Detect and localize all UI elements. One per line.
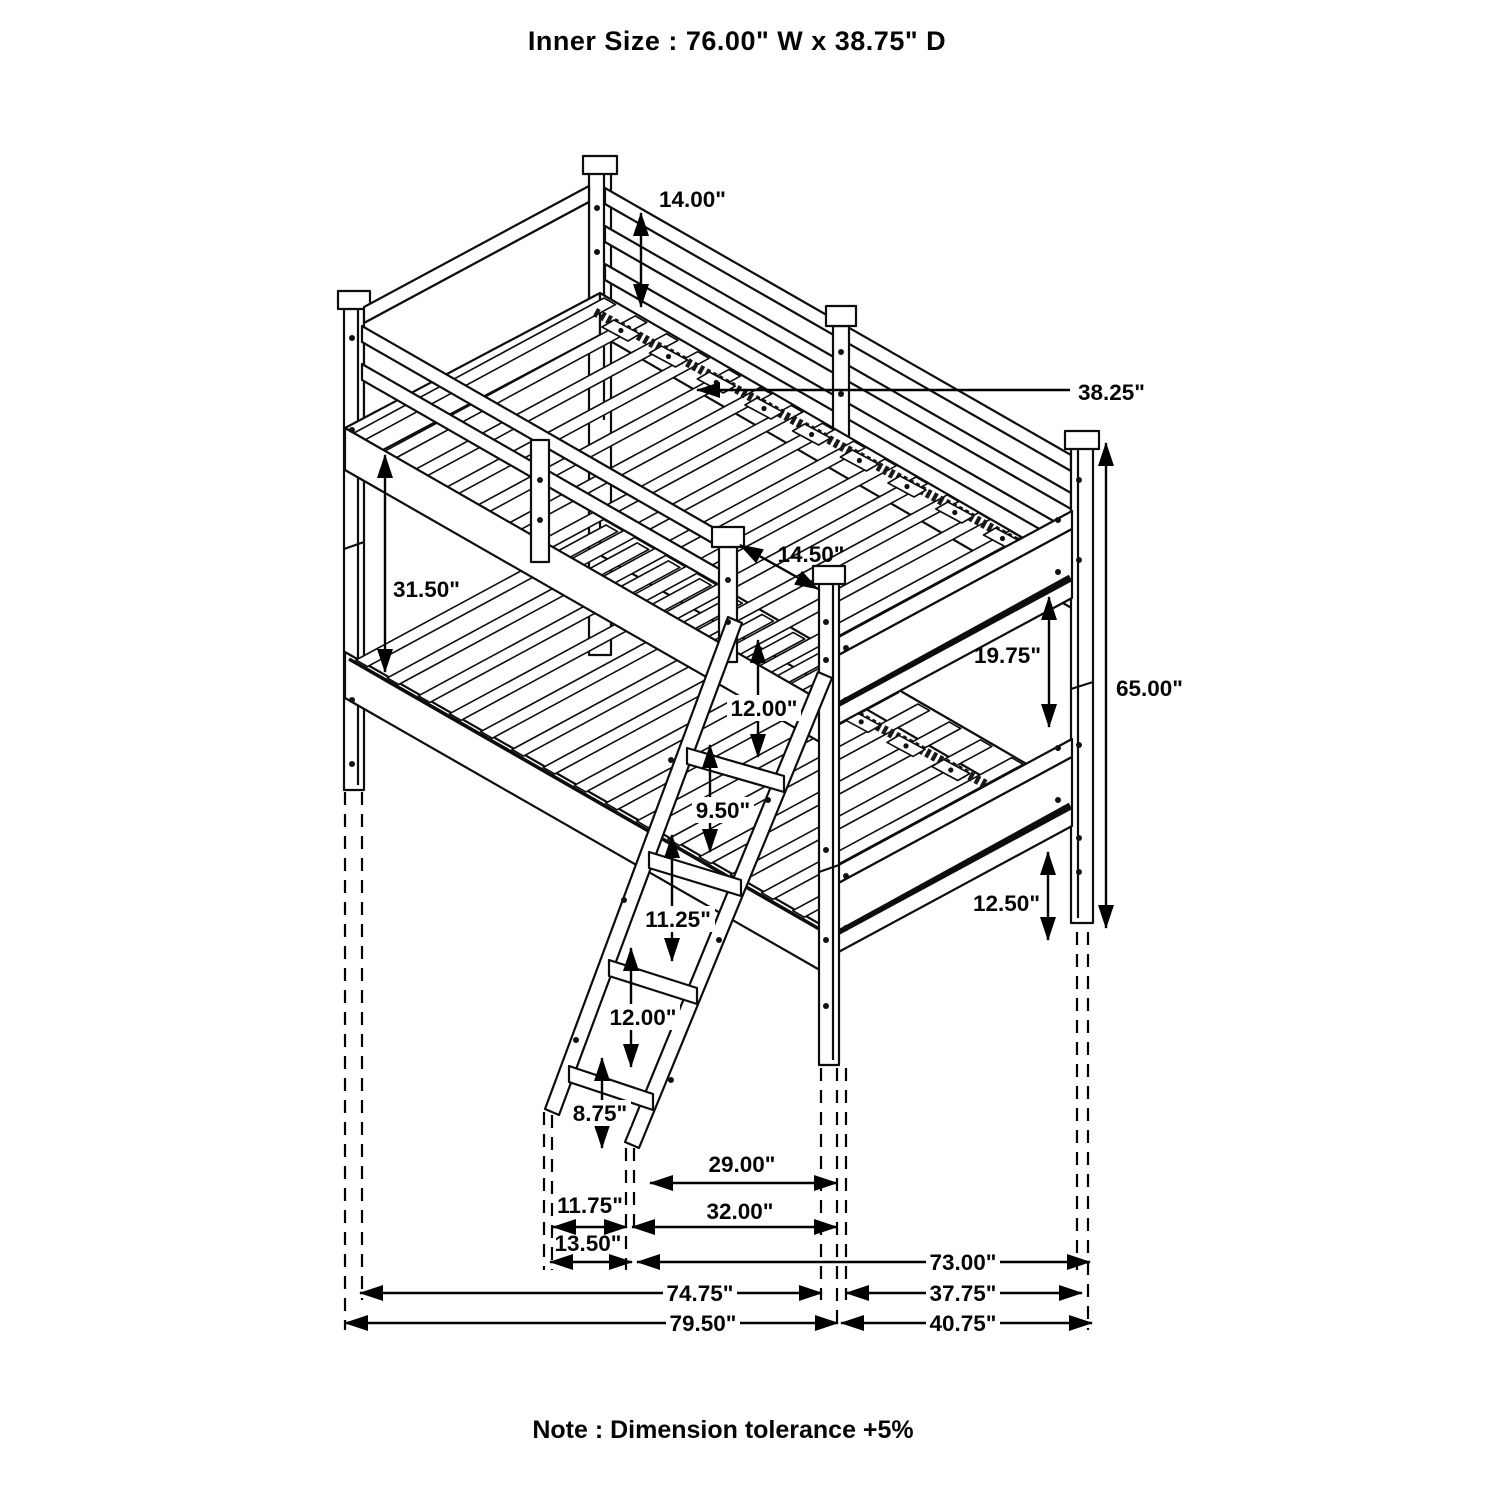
dim-label-ladder-step-4: 12.00" xyxy=(609,1005,677,1030)
dim-label-ladder-foot-to-leg: 29.00" xyxy=(708,1152,776,1177)
dim-label-ladder-span: 32.00" xyxy=(706,1199,774,1224)
dim-label-bunk-spacing: 31.50" xyxy=(393,577,460,602)
foot-rear-post xyxy=(1065,431,1099,923)
tolerance-note: Note : Dimension tolerance +5% xyxy=(532,1416,914,1444)
dim-label-ladder-step-3: 11.25" xyxy=(645,907,711,932)
dim-label-ladder-offset: 13.50" xyxy=(554,1231,622,1256)
dim-label-ladder-step-1: 12.00" xyxy=(730,696,798,721)
dim-label-guardrail-height: 14.00" xyxy=(659,187,726,212)
dim-label-guardrail-opening: 14.50" xyxy=(777,542,845,567)
dim-label-ladder-step-2: 9.50" xyxy=(695,798,751,823)
dim-label-overall-length: 79.50" xyxy=(669,1311,737,1336)
dim-label-slat-depth: 38.25" xyxy=(1078,380,1145,405)
dim-label-end-width: 37.75" xyxy=(929,1281,997,1306)
dim-label-lower-bed-length: 73.00" xyxy=(929,1250,997,1275)
dim-label-overall-height: 65.00" xyxy=(1116,676,1183,701)
dim-label-end-panel-gap: 19.75" xyxy=(974,643,1041,668)
dim-label-ladder-step-5: 8.75" xyxy=(572,1101,628,1126)
dim-label-ladder-foot-width: 11.75" xyxy=(557,1193,623,1218)
diagram-title: Inner Size : 76.00" W x 38.75" D xyxy=(527,26,947,56)
dim-label-under-bed-clearance: 12.50" xyxy=(973,891,1040,916)
dim-label-overall-width: 40.75" xyxy=(929,1311,997,1336)
dim-label-upper-bed-length: 74.75" xyxy=(666,1281,734,1306)
